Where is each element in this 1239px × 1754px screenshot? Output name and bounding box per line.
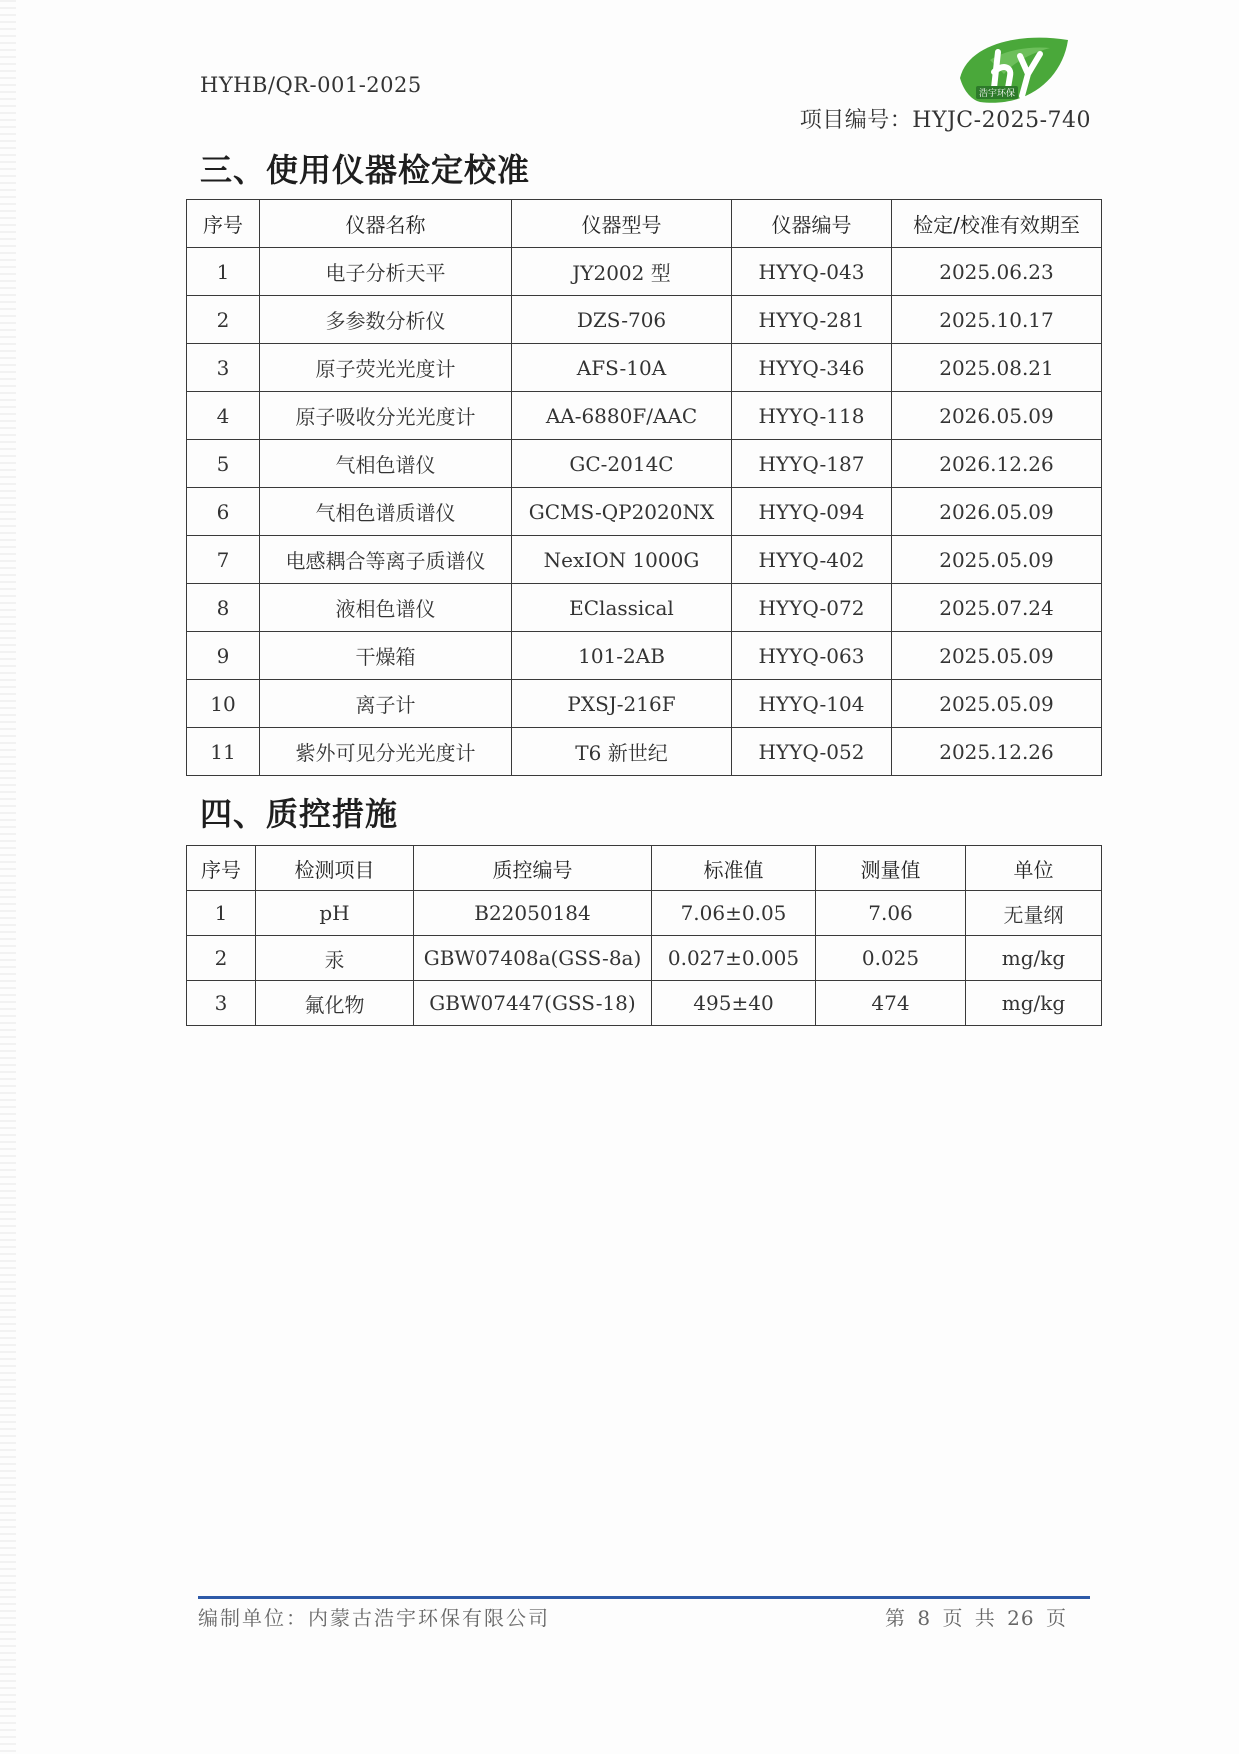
instrument-calibration-table bbox=[186, 199, 1102, 776]
measured-value: 474 bbox=[816, 981, 966, 1026]
table-header-row bbox=[187, 200, 1102, 248]
company-logo bbox=[950, 30, 1075, 112]
instrument-name: 气相色谱仪 bbox=[260, 440, 512, 488]
table-row bbox=[187, 536, 1102, 584]
instrument-model: NexION 1000G bbox=[512, 536, 732, 584]
calibration-valid-until: 2025.07.24 bbox=[892, 584, 1102, 632]
footer-company: 编制单位：内蒙古浩宇环保有限公司 bbox=[198, 1606, 550, 1630]
unit: mg/kg bbox=[966, 936, 1102, 981]
calibration-valid-until: 2026.05.09 bbox=[892, 392, 1102, 440]
instrument-id: HYYQ-063 bbox=[732, 632, 892, 680]
instrument-name: 原子荧光光度计 bbox=[260, 344, 512, 392]
section-title-quality-control: 四、质控措施 bbox=[200, 795, 399, 833]
instrument-model: T6 新世纪 bbox=[512, 728, 732, 776]
unit: mg/kg bbox=[966, 981, 1102, 1026]
instrument-name: 气相色谱质谱仪 bbox=[260, 488, 512, 536]
calibration-valid-until: 2025.05.09 bbox=[892, 680, 1102, 728]
instrument-model: JY2002 型 bbox=[512, 248, 732, 296]
row-index: 8 bbox=[187, 584, 260, 632]
instrument-model: EClassical bbox=[512, 584, 732, 632]
row-index: 1 bbox=[187, 248, 260, 296]
row-index: 2 bbox=[187, 296, 260, 344]
column-header: 序号 bbox=[187, 200, 260, 248]
standard-value: 0.027±0.005 bbox=[652, 936, 816, 981]
table-row bbox=[187, 344, 1102, 392]
row-index: 11 bbox=[187, 728, 260, 776]
row-index: 5 bbox=[187, 440, 260, 488]
table-row bbox=[187, 936, 1102, 981]
instrument-name: 液相色谱仪 bbox=[260, 584, 512, 632]
footer-page-number: 第 8 页 共 26 页 bbox=[885, 1606, 1067, 1630]
instrument-name: 紫外可见分光光度计 bbox=[260, 728, 512, 776]
instrument-name: 离子计 bbox=[260, 680, 512, 728]
calibration-valid-until: 2026.12.26 bbox=[892, 440, 1102, 488]
column-header: 单位 bbox=[966, 846, 1102, 891]
table-header-row bbox=[187, 846, 1102, 891]
measured-value: 0.025 bbox=[816, 936, 966, 981]
table-row bbox=[187, 440, 1102, 488]
document-code: HYHB/QR-001-2025 bbox=[200, 73, 422, 97]
column-header: 仪器型号 bbox=[512, 200, 732, 248]
column-header: 标准值 bbox=[652, 846, 816, 891]
column-header: 测量值 bbox=[816, 846, 966, 891]
table-row bbox=[187, 296, 1102, 344]
table-row bbox=[187, 981, 1102, 1026]
instrument-id: HYYQ-402 bbox=[732, 536, 892, 584]
row-index: 3 bbox=[187, 981, 256, 1026]
test-item: 氟化物 bbox=[256, 981, 414, 1026]
table-row bbox=[187, 248, 1102, 296]
row-index: 6 bbox=[187, 488, 260, 536]
instrument-model: GC-2014C bbox=[512, 440, 732, 488]
instrument-id: HYYQ-118 bbox=[732, 392, 892, 440]
row-index: 4 bbox=[187, 392, 260, 440]
table-row bbox=[187, 584, 1102, 632]
table-row bbox=[187, 680, 1102, 728]
table-row bbox=[187, 728, 1102, 776]
test-item: pH bbox=[256, 891, 414, 936]
table-row bbox=[187, 891, 1102, 936]
instrument-id: HYYQ-281 bbox=[732, 296, 892, 344]
qc-reference-id: GBW07447(GSS-18) bbox=[414, 981, 652, 1026]
project-number: 项目编号：HYJC-2025-740 bbox=[799, 108, 1091, 133]
footer-rule bbox=[198, 1596, 1090, 1599]
logo-label-text: 浩宇环保 bbox=[978, 89, 1016, 99]
calibration-valid-until: 2025.12.26 bbox=[892, 728, 1102, 776]
unit: 无量纲 bbox=[966, 891, 1102, 936]
column-header: 仪器名称 bbox=[260, 200, 512, 248]
calibration-valid-until: 2025.10.17 bbox=[892, 296, 1102, 344]
instrument-id: HYYQ-043 bbox=[732, 248, 892, 296]
instrument-name: 原子吸收分光光度计 bbox=[260, 392, 512, 440]
test-item: 汞 bbox=[256, 936, 414, 981]
instrument-id: HYYQ-052 bbox=[732, 728, 892, 776]
measured-value: 7.06 bbox=[816, 891, 966, 936]
table-row bbox=[187, 632, 1102, 680]
section-title-instruments: 三、使用仪器检定校准 bbox=[200, 151, 531, 189]
table-row bbox=[187, 488, 1102, 536]
instrument-model: DZS-706 bbox=[512, 296, 732, 344]
instrument-id: HYYQ-072 bbox=[732, 584, 892, 632]
instrument-id: HYYQ-094 bbox=[732, 488, 892, 536]
instrument-id: HYYQ-346 bbox=[732, 344, 892, 392]
standard-value: 7.06±0.05 bbox=[652, 891, 816, 936]
instrument-model: GCMS-QP2020NX bbox=[512, 488, 732, 536]
quality-control-table bbox=[186, 845, 1102, 1026]
column-header: 仪器编号 bbox=[732, 200, 892, 248]
table-row bbox=[187, 392, 1102, 440]
row-index: 3 bbox=[187, 344, 260, 392]
instrument-model: AA-6880F/AAC bbox=[512, 392, 732, 440]
row-index: 10 bbox=[187, 680, 260, 728]
instrument-id: HYYQ-187 bbox=[732, 440, 892, 488]
instrument-id: HYYQ-104 bbox=[732, 680, 892, 728]
calibration-valid-until: 2025.05.09 bbox=[892, 536, 1102, 584]
calibration-valid-until: 2026.05.09 bbox=[892, 488, 1102, 536]
qc-reference-id: B22050184 bbox=[414, 891, 652, 936]
instrument-name: 电感耦合等离子质谱仪 bbox=[260, 536, 512, 584]
row-index: 9 bbox=[187, 632, 260, 680]
row-index: 1 bbox=[187, 891, 256, 936]
instrument-model: PXSJ-216F bbox=[512, 680, 732, 728]
qc-reference-id: GBW07408a(GSS-8a) bbox=[414, 936, 652, 981]
column-header: 检测项目 bbox=[256, 846, 414, 891]
row-index: 7 bbox=[187, 536, 260, 584]
instrument-name: 干燥箱 bbox=[260, 632, 512, 680]
column-header: 序号 bbox=[187, 846, 256, 891]
calibration-valid-until: 2025.08.21 bbox=[892, 344, 1102, 392]
instrument-model: AFS-10A bbox=[512, 344, 732, 392]
instrument-model: 101-2AB bbox=[512, 632, 732, 680]
calibration-valid-until: 2025.06.23 bbox=[892, 248, 1102, 296]
scan-edge-artifact bbox=[0, 0, 16, 1754]
instrument-name: 电子分析天平 bbox=[260, 248, 512, 296]
calibration-valid-until: 2025.05.09 bbox=[892, 632, 1102, 680]
standard-value: 495±40 bbox=[652, 981, 816, 1026]
column-header: 质控编号 bbox=[414, 846, 652, 891]
row-index: 2 bbox=[187, 936, 256, 981]
column-header: 检定/校准有效期至 bbox=[892, 200, 1102, 248]
instrument-name: 多参数分析仪 bbox=[260, 296, 512, 344]
